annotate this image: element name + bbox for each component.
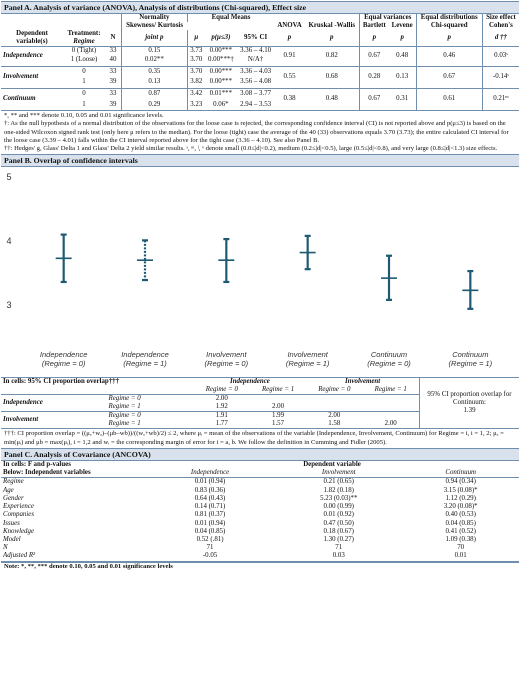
cell: 0.18 (0.67): [323, 527, 354, 535]
cell: 1.91: [215, 412, 228, 420]
ancova-h2: Below: Independent variables: [3, 469, 91, 477]
cell: 71: [335, 544, 343, 552]
x-tick-label: Independence: [121, 350, 169, 360]
cell: 0.04 (0.85): [445, 519, 476, 527]
cell: 1.82 (0.18): [323, 486, 354, 494]
x-tick-label: (Regime = 1): [448, 359, 493, 369]
cell: 1.77: [215, 420, 228, 428]
cell: 33: [109, 89, 117, 97]
cell: 0.91: [283, 52, 296, 60]
cell: N/A†: [247, 56, 264, 64]
cell: 1.58: [328, 420, 341, 428]
cell: 0.52 (.81): [196, 535, 224, 543]
row-involvement: Involvement: [3, 416, 39, 424]
row-label: N: [3, 544, 8, 552]
panel-b-title: Panel B. Overlap of confidence intervals: [1, 154, 519, 167]
x-tick-label: Involvement: [206, 350, 247, 360]
panel-c-title: Panel C. Analysis of Covariance (ANCOVA): [1, 448, 519, 461]
cell: 0.47 (0.50): [323, 519, 354, 527]
cell: 39: [109, 78, 117, 86]
y-tick-label: 3: [6, 300, 12, 311]
cell: 0.81 (0.37): [194, 511, 226, 519]
cell: 3.36 – 4.10: [240, 47, 272, 54]
joint-p-header: joint p: [122, 30, 188, 47]
cell: 3.70: [187, 55, 205, 66]
cell: 0.13: [396, 73, 409, 80]
cell: 3.42: [187, 88, 205, 99]
row-label: Knowledge: [3, 527, 35, 535]
cell: 0.01: [454, 552, 467, 560]
col-header: Involvement: [321, 469, 356, 477]
regime-header: Regime: [73, 38, 95, 45]
cell: 0.46: [416, 47, 482, 67]
regime-0-label: Regime = 0: [108, 395, 141, 403]
cell: 0.68: [325, 73, 338, 80]
ancova-h1: In cells: F and p-values: [3, 461, 71, 469]
cell: 0.83 (0.36): [194, 486, 226, 494]
levene-header: Levene: [391, 22, 413, 29]
group-name: Independence: [3, 52, 43, 60]
x-tick-label: (Regime = 1): [285, 359, 330, 369]
table-row: [1, 528, 519, 536]
cell: 0.00***†: [207, 56, 234, 64]
cell: 3.20 (0.08)*: [443, 503, 478, 511]
cell: 3.23: [187, 99, 205, 110]
row-label: Gender: [3, 494, 24, 502]
cell: 0.00 (0.99): [323, 503, 354, 511]
kw-p-header: p: [330, 34, 334, 41]
ancova-note: Note: *, **, *** denote 0.10, 0.05 and 0.01 significance levels: [1, 562, 519, 571]
y-tick-label: 5: [6, 172, 12, 183]
cell: 3.15 (0.08)*: [443, 486, 478, 494]
cell: 0.01 (0.94): [194, 478, 226, 486]
row-label: Regime: [3, 478, 24, 486]
cell: 0.03: [332, 552, 345, 560]
cell: 0.55: [283, 73, 296, 80]
x-tick-label: (Regime = 1): [123, 359, 167, 369]
ci-header: 95% CI: [244, 34, 268, 41]
cell: 3.82: [187, 77, 205, 88]
cell: 0.38: [283, 95, 296, 103]
cell: 33: [109, 47, 117, 54]
table-row: [1, 552, 519, 561]
cell: 0.31: [396, 95, 409, 103]
cell: 3.70: [187, 66, 205, 77]
cell: 0.03ˢ: [482, 47, 519, 67]
x-tick-label: Continuum: [452, 350, 489, 360]
cell: 0.00***: [209, 47, 233, 54]
kw-header: Kruskal -Wallis: [308, 22, 356, 29]
row-label: Adjusted R²: [3, 552, 36, 560]
cell: 0.48: [325, 95, 338, 103]
regime-0-label: Regime = 0: [318, 386, 351, 394]
n-header: N: [110, 34, 116, 41]
panel-a-notes: [1, 110, 519, 154]
bartlett-header: Bartlett: [359, 22, 388, 30]
cell: 71: [206, 544, 214, 552]
row-label: Experience: [3, 503, 34, 511]
row-label: Model: [3, 535, 21, 543]
table-row: [1, 478, 519, 487]
cohen-header: Cohen's: [482, 22, 519, 30]
regime-1-label: Regime = 1: [108, 403, 141, 411]
cell: 1: [82, 78, 86, 86]
cell: -0.14ˢ: [482, 66, 519, 88]
cell: 0.15: [122, 47, 188, 56]
skew-header: Skewness/ Kurtosis: [122, 22, 188, 30]
dep-var-header: Dependent variable(s): [16, 30, 48, 45]
cell: 1.57: [272, 420, 285, 428]
cell: 2.00: [272, 403, 285, 411]
cell: 40: [109, 56, 117, 64]
ancova-body: [1, 478, 519, 561]
size-effect-header: Size effect: [482, 14, 519, 22]
x-tick-label: Independence: [39, 350, 88, 360]
group-name: Continuum: [3, 95, 36, 103]
ancova-table: [1, 461, 519, 561]
regime-1-label: Regime = 1: [374, 386, 407, 394]
note-double-dagger: ††: Hedges' g, Glass' Delta 1 and Glass' Delta 2 yield similar results. ˢ, ᵐ, ˡ, ᵛ denote small (0.0≤|d|<0.2), medium (0.2≤|d|<0.5), large (0.5≤|d|<0.8), and very large (0.8≤|d|<1.3) size effects.: [4, 145, 498, 153]
cell: 1.09 (0.38): [445, 535, 476, 543]
x-tick-label: Involvement: [287, 350, 328, 360]
anova-header: ANOVA: [277, 22, 302, 29]
cell: 1.12 (0.29): [445, 494, 476, 502]
row-label: Companies: [3, 511, 35, 519]
dependent-variable-header: Dependent variable: [303, 461, 361, 469]
chisq-p-header: p: [416, 30, 482, 47]
continuum-overlap-value: 1.39: [463, 407, 476, 415]
cell: 0.21ᵐ: [482, 88, 519, 110]
cell: 0: [82, 89, 86, 97]
continuum-overlap-label: 95% CI proportion overlap for Continuum:: [427, 391, 512, 407]
cell: 0.67: [359, 88, 388, 110]
cell: 0.28: [359, 66, 388, 88]
cell: -0.05: [202, 552, 218, 560]
cell: 0 (Tight): [71, 47, 97, 54]
cell: 0: [82, 67, 86, 75]
col-header: Continuum: [445, 469, 476, 477]
regime-1-label: Regime = 1: [261, 386, 295, 394]
cell: 3.36 – 4.03: [240, 67, 272, 75]
bartlett-p-header: p: [359, 30, 388, 47]
x-tick-label: (Regime = 0): [204, 359, 249, 369]
table-row: [1, 487, 519, 495]
group-name: Involvement: [3, 73, 39, 80]
table-row: [1, 511, 519, 519]
cell: 0.87: [122, 88, 188, 99]
col-involvement: Involvement: [344, 378, 381, 386]
cell: 2.00: [215, 395, 228, 403]
regime-1-label: Regime = 1: [108, 420, 141, 428]
table-row: [1, 520, 519, 528]
col-independence: Independence: [230, 378, 270, 386]
cell: 5.23 (0.03)**: [320, 494, 358, 502]
cell: 0.40 (0.53): [445, 511, 476, 519]
cell: 1 (Loose): [70, 56, 98, 64]
cell: 0.01 (0.92): [323, 511, 354, 519]
table-row: [1, 88, 519, 99]
levene-p-header: p: [400, 34, 404, 41]
table-row: [1, 66, 519, 77]
row-independence: Independence: [3, 399, 43, 407]
row-label: Age: [3, 486, 14, 494]
col-header: Independence: [190, 469, 230, 477]
equal-variances-header: Equal variances: [359, 14, 416, 22]
cell: 1.99: [272, 412, 285, 420]
anova-table: [1, 14, 519, 110]
x-tick-label: (Regime = 0): [367, 359, 411, 369]
cell: 0.61: [416, 88, 482, 110]
table-row: [1, 495, 519, 503]
cell: 0.67: [416, 66, 482, 88]
cell: 0.67: [359, 47, 388, 67]
cell: 2.94 – 3.53: [240, 100, 272, 108]
cell: 0.06*: [213, 100, 229, 108]
panel-a-title: Panel A. Analysis of variance (ANOVA), Analysis of distributions (Chi-squared), Effect size: [1, 1, 519, 14]
cell: 0.14 (0.71): [194, 503, 226, 511]
pmu-header: p(μ≤3): [211, 34, 231, 41]
cell: 0.01 (0.94): [194, 519, 226, 527]
y-tick-label: 4: [6, 236, 12, 247]
overlap-table: [1, 377, 519, 428]
row-label: Issues: [3, 519, 20, 527]
table-row: [1, 536, 519, 544]
cell: 3.73: [187, 47, 205, 56]
cell: 0.00***: [209, 67, 233, 75]
cell: 39: [109, 100, 117, 108]
table-row: [1, 47, 519, 56]
ci-chart: [1, 167, 519, 377]
cell: 0.04 (0.85): [194, 527, 226, 535]
cell: 0.00***: [209, 78, 233, 86]
cohen-d-header: d ††: [482, 30, 519, 47]
cell: 1.30 (0.27): [323, 535, 354, 543]
note-significance: *, ** and *** denote 0.10, 0.05 and 0.01 significance levels.: [4, 112, 164, 119]
cell: 0.64 (0.43): [194, 494, 226, 502]
cell: 2.00: [384, 420, 397, 428]
cell: 0.94 (0.34): [445, 478, 476, 486]
x-tick-label: (Regime = 0): [41, 359, 86, 369]
regime-0-label: Regime = 0: [205, 386, 238, 394]
cell: 0.41 (0.52): [445, 527, 476, 535]
cell: 70: [457, 544, 465, 552]
cell: 0.21 (0.65): [323, 478, 354, 486]
cell: 0.35: [122, 66, 188, 77]
cell: 0.82: [325, 52, 338, 60]
table-row: [1, 544, 519, 552]
cell: 3.56 – 4.08: [240, 78, 272, 86]
overlap-title: In cells: 95% CI proportion overlap†††: [3, 378, 120, 386]
table-row: [1, 503, 519, 511]
cell: 1.92: [215, 403, 228, 411]
treatment-header: Treatment:: [67, 30, 101, 37]
regime-0-label: Regime = 0: [108, 412, 141, 420]
cell: 0.02**: [122, 55, 188, 66]
normality-header: Normality: [122, 14, 188, 22]
cell: 2.00: [328, 412, 341, 420]
cell: 0.01***: [209, 89, 233, 97]
anova-p-header: p: [287, 34, 292, 41]
cell: 0.48: [396, 52, 409, 60]
note-dagger: †: As the null hypothesis of a normal distribution of the observations for the loose case is rejected, the corresponding confidence interval (CI) is not reported above and p(μ≤3) is based on the one-sided Wilcoxon signed rank test (only here μ refers to the median). For the loose (tight) case the average of the 40 (33) observations equals 3.70 (3.73); the entire calculated CI interval for the loose case (3.39 – 4.01) falls within the CI interval reported above for the tight case (3.36 – 4.10). See also Panel B.: [4, 120, 509, 144]
cell: 33: [109, 67, 117, 75]
cell: 1: [82, 100, 86, 108]
cell: 0.13: [122, 77, 188, 88]
overlap-note: †††: CI proportion overlap = ((μₐ+wₐ)–(μb–wb))/((wₐ+wb)/2) ≤ 2, where μᵢ = mean of the observations of the variable (Independence, Involvement, Continuum) for Regime = i, i = 1, 2; μₐ = min(μᵢ) and μb = max(μᵢ), i = 1,2 and wᵢ = the corresponding margin of error for i = a, b. We follow the definition in Cumming and Fidler (2005).: [1, 428, 519, 448]
equal-means-header: Equal Means: [187, 14, 274, 22]
chisq-header: Chi-squared: [416, 22, 482, 30]
mu-header: μ: [187, 30, 205, 47]
x-tick-label: Continuum: [370, 350, 408, 360]
cell: 0.29: [122, 99, 188, 110]
cell: 3.08 – 3.77: [240, 89, 272, 97]
equal-distributions-header: Equal distributions: [416, 14, 482, 22]
